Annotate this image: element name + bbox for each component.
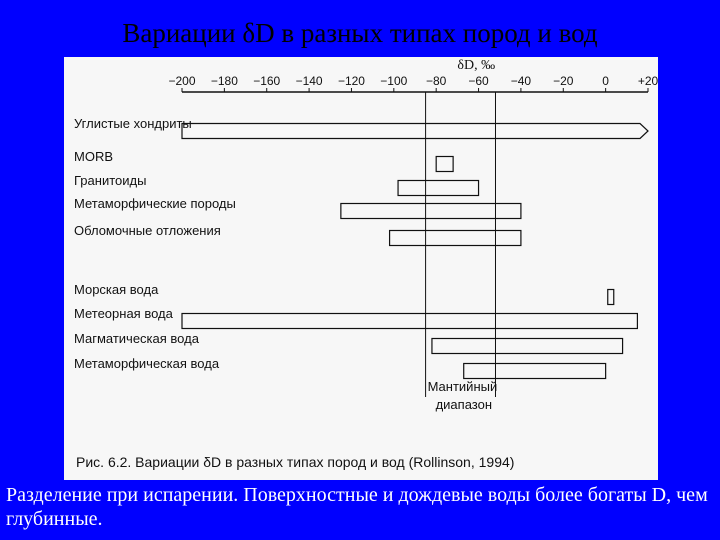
row-label: Гранитоиды bbox=[74, 173, 147, 188]
x-tick-label: −60 bbox=[468, 74, 489, 88]
figure-caption: Рис. 6.2. Вариации δD в разных типах пород и вод (Rollinson, 1994) bbox=[76, 454, 515, 470]
row-label: Метаморфические породы bbox=[74, 196, 236, 211]
row-label: MORB bbox=[74, 149, 113, 164]
slide-caption: Разделение при испарении. Поверхностные и дождевые воды более богаты D, чем глубинные. bbox=[6, 484, 708, 530]
row-label: Углистые хондриты bbox=[74, 116, 192, 131]
slide-title: Вариации δD в разных типах пород и вод bbox=[122, 18, 598, 48]
mantle-range-label: Мантийный bbox=[427, 379, 498, 394]
range-bar bbox=[432, 339, 623, 354]
row-label: Морская вода bbox=[74, 282, 159, 297]
x-tick-label: 0 bbox=[602, 74, 609, 88]
x-tick-label: −180 bbox=[210, 74, 238, 88]
delta-d-chart bbox=[64, 57, 658, 480]
range-bar bbox=[182, 124, 648, 139]
axis-label: δD, ‰ bbox=[457, 58, 496, 73]
row-label: Метеорная вода bbox=[74, 306, 173, 321]
x-tick-label: −20 bbox=[553, 74, 574, 88]
range-bar bbox=[608, 290, 614, 305]
figure-panel bbox=[64, 57, 658, 480]
range-bar bbox=[398, 181, 478, 196]
x-tick-label: −40 bbox=[510, 74, 532, 88]
range-bar bbox=[182, 314, 637, 329]
range-bar bbox=[464, 364, 606, 379]
x-tick-label: −120 bbox=[337, 74, 365, 88]
x-tick-label: −100 bbox=[380, 74, 408, 88]
range-bar bbox=[341, 204, 521, 219]
range-bar bbox=[390, 231, 521, 246]
row-label: Магматическая вода bbox=[74, 331, 199, 346]
x-tick-label: −80 bbox=[426, 74, 447, 88]
range-bar bbox=[436, 157, 453, 172]
x-tick-label: −160 bbox=[253, 74, 281, 88]
x-tick-label: −140 bbox=[295, 74, 323, 88]
row-label: Метаморфическая вода bbox=[74, 356, 220, 371]
x-tick-label: +20 bbox=[637, 74, 658, 88]
row-label: Обломочные отложения bbox=[74, 223, 221, 238]
x-tick-label: −200 bbox=[168, 74, 196, 88]
mantle-range-label: диапазон bbox=[435, 397, 493, 412]
